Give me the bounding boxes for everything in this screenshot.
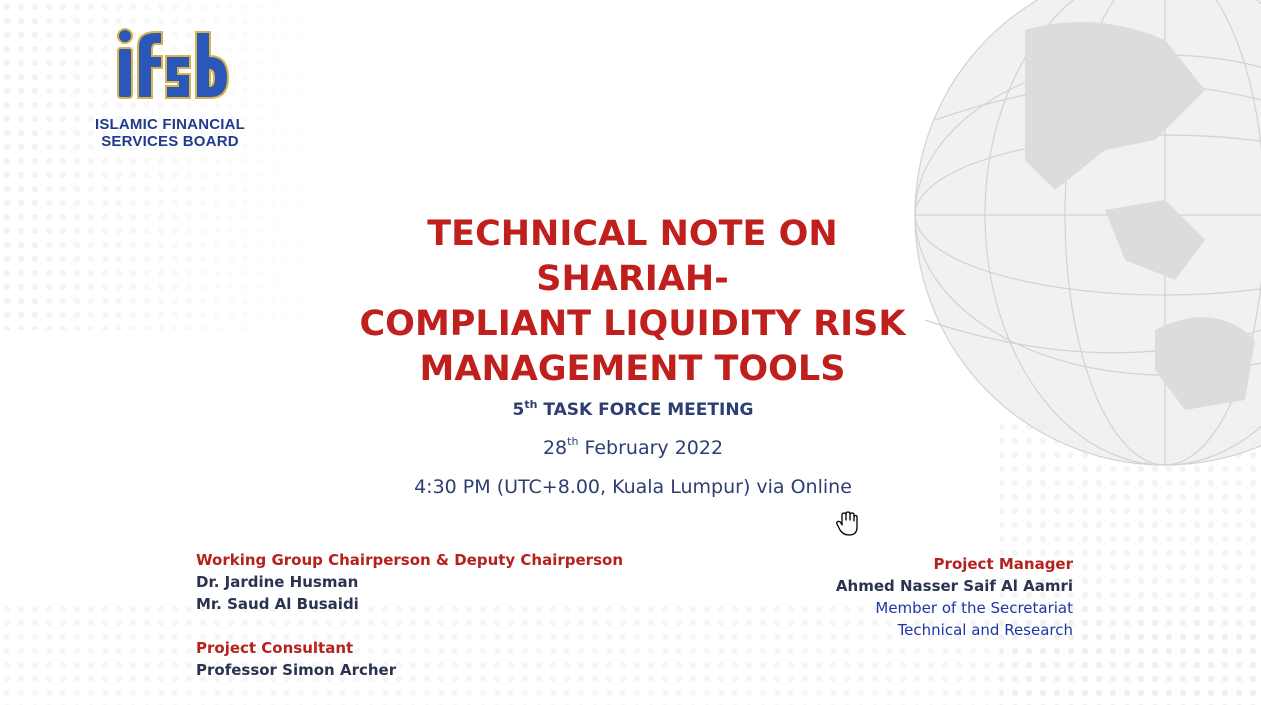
meeting-date xyxy=(400,437,866,459)
manager-name: Ahmed Nasser Saif Al Aamri xyxy=(835,577,1073,595)
meeting-number: 5 xyxy=(512,400,525,420)
manager-dept: Technical and Research xyxy=(897,621,1073,639)
consultant-heading: Project Consultant xyxy=(196,639,354,657)
chair-name: Dr. Jardine Husman xyxy=(196,573,359,591)
manager-role: Member of the Secretariat xyxy=(875,599,1073,617)
deputy-name: Mr. Saud Al Busaidi xyxy=(196,595,359,613)
logo-line-2: SERVICES BOARD xyxy=(101,133,239,150)
project-manager-info xyxy=(820,553,1073,641)
meeting-label xyxy=(400,400,866,420)
title-line-2: COMPLIANT LIQUIDITY RISK xyxy=(359,304,906,344)
date-rest: February 2022 xyxy=(584,437,724,459)
hand-cursor-icon xyxy=(835,511,859,537)
ifsb-logo-icon xyxy=(112,26,232,108)
logo-line-1: ISLAMIC FINANCIAL xyxy=(94,116,246,133)
title-line-1: TECHNICAL NOTE ON SHARIAH- xyxy=(427,214,838,299)
slide-title xyxy=(330,212,935,392)
title-line-3: MANAGEMENT TOOLS xyxy=(419,349,846,389)
manager-heading: Project Manager xyxy=(933,555,1073,573)
globe-icon xyxy=(905,0,1261,470)
working-group-info xyxy=(196,549,646,681)
date-day-suffix: th xyxy=(567,435,579,448)
consultant-name: Professor Simon Archer xyxy=(196,661,397,679)
meeting-text: TASK FORCE MEETING xyxy=(543,400,754,420)
chair-heading: Working Group Chairperson & Deputy Chairperson xyxy=(196,551,623,569)
ifsb-logo xyxy=(80,22,260,152)
meeting-number-suffix: th xyxy=(524,398,538,411)
logo-text xyxy=(80,116,260,150)
date-day: 28 xyxy=(542,437,568,459)
meeting-time: 4:30 PM (UTC+8.00, Kuala Lumpur) via Online xyxy=(414,476,852,498)
